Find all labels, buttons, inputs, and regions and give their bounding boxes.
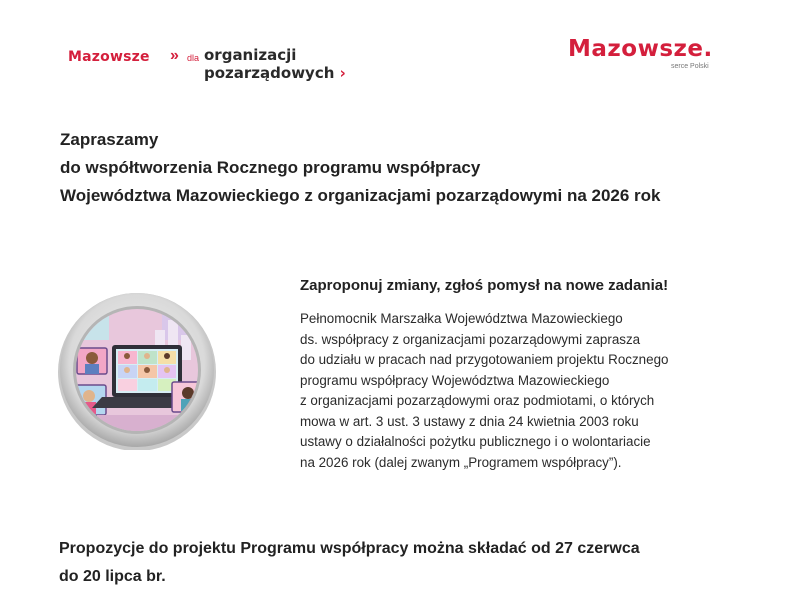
title-line-1: Zapraszamy <box>60 130 159 149</box>
logo-connector-text: dla <box>187 53 200 63</box>
paragraph-line: na 2026 rok (dalej zwanym „Programem współpracy”). <box>300 454 622 470</box>
section-heading: Zaproponuj zmiany, zgłoś pomysł na nowe zadania! <box>300 277 669 294</box>
logo-brand-text: Mazowsze <box>68 49 150 65</box>
paragraph-line: Pełnomocnik Marszałka Województwa Mazowieckiego <box>300 311 623 326</box>
logo-line1: organizacji <box>204 46 297 64</box>
title-line-2: do współtworzenia Rocznego programu współpracy <box>60 158 481 177</box>
paragraph-line: ustawy o działalności pożytku publicznego i o wolontariacie <box>300 434 651 449</box>
mazowsze-ngo-logo <box>68 47 348 87</box>
logo-line2: pozarządowych › <box>204 64 346 82</box>
logo-tagline: serce Polski <box>671 63 709 70</box>
online-meeting-illustration <box>57 290 217 450</box>
paragraph-line: mowa w art. 3 ust. 3 ustawy z dnia 24 kwietnia 2003 roku <box>300 413 639 429</box>
title-line-3: Województwa Mazowieckiego z organizacjami pozarządowymi na 2026 rok <box>60 186 661 205</box>
paragraph-line: do udziału w pracach nad przygotowaniem projektu Rocznego <box>300 352 669 367</box>
double-chevron-icon: » <box>170 47 179 64</box>
footer-line-1: Propozycje do projektu Programu współpracy można składać od 27 czerwca <box>59 540 640 557</box>
mazowsze-logo <box>568 36 728 76</box>
footer-line-2: do 20 lipca br. <box>59 568 166 585</box>
paragraph-line: programu współpracy Województwa Mazowieckiego <box>300 372 610 388</box>
invitation-paragraph <box>300 309 770 473</box>
paragraph-line: ds. współpracy z organizacjami pozarządowymi zaprasza <box>300 331 641 347</box>
paragraph-line: z organizacjami pozarządowymi oraz podmiotami, o których <box>300 393 655 408</box>
logo-brand-right: Mazowsze. <box>568 36 713 62</box>
chevron-right-icon: › <box>334 64 346 82</box>
submission-deadline-note <box>59 535 640 591</box>
page-title <box>60 126 661 210</box>
